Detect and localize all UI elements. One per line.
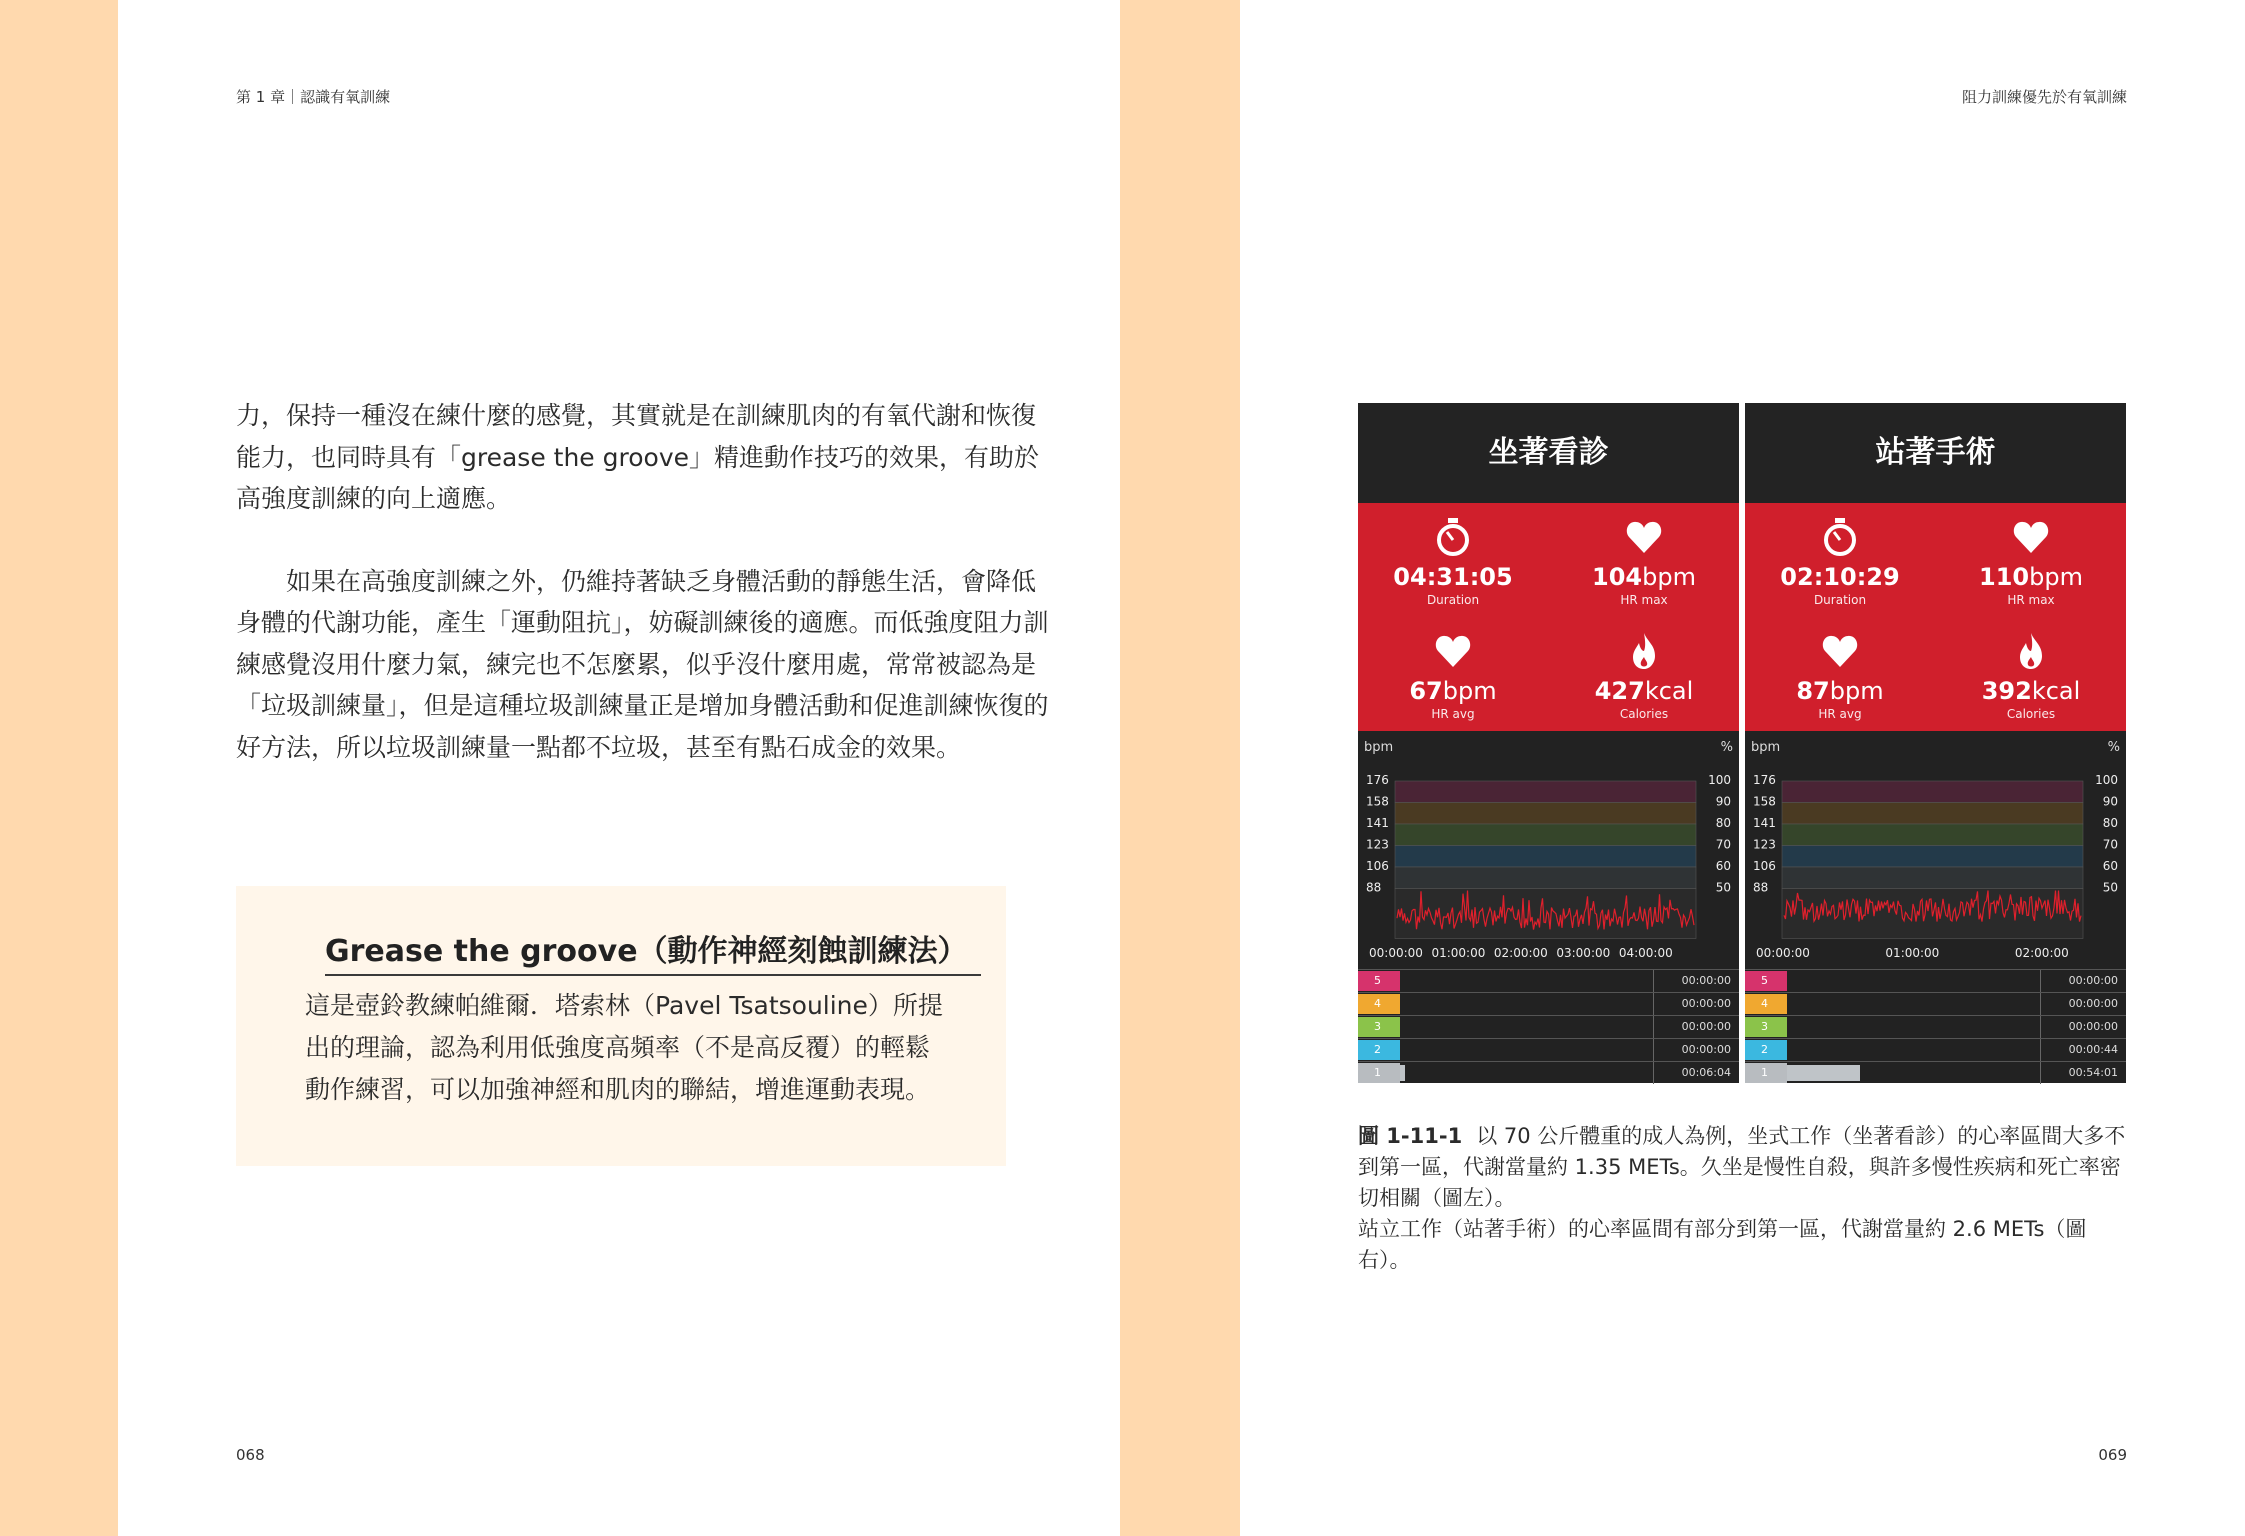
bpm-tick-label: 158 xyxy=(1366,794,1389,809)
zone-number: 4 xyxy=(1358,994,1400,1014)
hr-avg-number: 87 xyxy=(1796,677,1830,705)
bpm-tick-label: 158 xyxy=(1753,794,1776,809)
time-tick-label: 00:00:00 xyxy=(1756,946,1810,960)
stat-calories xyxy=(1549,631,1739,721)
hr-max-unit: bpm xyxy=(2029,563,2083,591)
stopwatch-icon xyxy=(1358,517,1548,557)
zone-time: 00:00:00 xyxy=(1681,1020,1731,1033)
zone-row xyxy=(1745,992,2126,1015)
zone-number: 2 xyxy=(1358,1040,1400,1060)
caption-line-2: 站立工作（站著手術）的心率區間有部分到第一區，代謝當量約 2.6 METs（圖右）。 xyxy=(1358,1217,2087,1272)
caption-text: 以 70 公斤體重的成人為例，坐式工作（坐著看診）的心率區間大多不到第一區，代謝當量約 1.35 METs。久坐是慢性自殺，與許多慢性疾病和死亡率密切相關（圖左）。 xyxy=(1358,1124,2126,1210)
percent-tick-label: 90 xyxy=(2102,794,2118,809)
heart-icon xyxy=(1549,517,1739,557)
duration-value: 02:10:29 xyxy=(1780,563,1900,591)
zone-time: 00:06:04 xyxy=(1681,1066,1731,1079)
folio-left: 068 xyxy=(236,1446,265,1464)
zone-divider xyxy=(2040,970,2041,992)
left-page xyxy=(118,0,1120,1536)
zone-time: 00:00:00 xyxy=(2068,997,2118,1010)
zone-row xyxy=(1358,992,1739,1015)
hr-avg-unit: bpm xyxy=(1442,677,1497,705)
body-text xyxy=(236,395,1056,768)
percent-tick-label: 70 xyxy=(1715,837,1731,852)
sidebar-title: Grease the groove（動作神經刻蝕訓練法） xyxy=(325,926,981,976)
figure-caption xyxy=(1358,1121,2128,1276)
time-tick-label: 02:00:00 xyxy=(1493,946,1548,960)
hr-avg-value xyxy=(1358,677,1548,705)
zone-divider xyxy=(1653,1062,1654,1084)
hr-avg-label: HR avg xyxy=(1818,707,1862,721)
percent-tick-label: 70 xyxy=(2102,837,2118,852)
time-tick-label: 02:00:00 xyxy=(2014,946,2069,960)
zone-time-bar xyxy=(1400,1065,1405,1081)
zone-divider xyxy=(2040,1039,2041,1061)
calories-number: 427 xyxy=(1594,677,1645,705)
calories-unit: kcal xyxy=(2031,677,2081,705)
zone-band xyxy=(1395,781,1696,803)
time-tick-label: 01:00:00 xyxy=(1885,946,1940,960)
hr-avg-number: 67 xyxy=(1409,677,1443,705)
sidebar-body: 這是壺鈴教練帕維爾．塔索林（Pavel Tsatsouline）所提出的理論，認為利用低強度高頻率（不是高反覆）的輕鬆動作練習，可以加強神經和肌肉的聯結，增進運動表現。 xyxy=(305,991,943,1104)
folio-right: 069 xyxy=(2098,1446,2127,1464)
heart-icon xyxy=(1936,517,2126,557)
calories-value xyxy=(1549,677,1739,705)
zone-number: 3 xyxy=(1745,1017,1787,1037)
hr-chart-svg xyxy=(1745,731,2126,969)
right-page xyxy=(1240,0,2245,1536)
zone-row xyxy=(1358,1015,1739,1038)
calories-value xyxy=(1936,677,2126,705)
percent-tick-label: 80 xyxy=(1715,816,1731,830)
axis-title-percent: % xyxy=(1720,740,1733,755)
percent-tick-label: 60 xyxy=(2102,859,2118,873)
zone-time: 00:00:44 xyxy=(2068,1043,2118,1056)
heart-icon xyxy=(1358,631,1548,671)
calories-number: 392 xyxy=(1981,677,2032,705)
zone-time-bar xyxy=(1787,1065,1860,1081)
axis-title-bpm: bpm xyxy=(1751,740,1781,755)
zone-divider xyxy=(2040,1062,2041,1084)
zone-divider xyxy=(1653,1039,1654,1061)
duration-value: 04:31:05 xyxy=(1393,563,1513,591)
stat-duration xyxy=(1358,517,1548,607)
zone-time: 00:00:00 xyxy=(2068,974,2118,987)
zone-time: 00:00:00 xyxy=(1681,1043,1731,1056)
zone-number: 2 xyxy=(1745,1040,1787,1060)
hr-chart xyxy=(1358,731,1739,969)
zone-number: 5 xyxy=(1745,971,1787,991)
calories-label: Calories xyxy=(1619,707,1669,721)
zone-divider xyxy=(2040,1016,2041,1038)
figure-heart-rate-comparison xyxy=(1358,403,2126,1083)
stat-duration xyxy=(1745,517,1935,607)
time-tick-label: 01:00:00 xyxy=(1431,946,1486,960)
sidebar-box xyxy=(236,886,1006,1166)
zone-divider xyxy=(1653,970,1654,992)
percent-tick-label: 60 xyxy=(1715,859,1731,873)
hr-max-label: HR max xyxy=(2007,593,2055,607)
zone-number: 3 xyxy=(1358,1017,1400,1037)
zone-row xyxy=(1358,1061,1739,1084)
bpm-tick-label: 123 xyxy=(1366,837,1389,852)
hr-max-value xyxy=(1936,563,2126,591)
stat-calories xyxy=(1936,631,2126,721)
zone-band xyxy=(1395,846,1696,868)
hr-max-label: HR max xyxy=(1620,593,1668,607)
zone-table xyxy=(1358,969,1739,1083)
zone-time: 00:54:01 xyxy=(2068,1066,2118,1079)
panel-title: 站著手術 xyxy=(1745,403,2126,503)
zone-time: 00:00:00 xyxy=(1681,997,1731,1010)
duration-label: Duration xyxy=(1813,593,1867,607)
stats-block xyxy=(1358,503,1739,731)
hr-max-number: 110 xyxy=(1979,563,2030,591)
hr-chart-svg xyxy=(1358,731,1739,969)
zone-band xyxy=(1782,824,2083,846)
zone-divider xyxy=(1653,1016,1654,1038)
zone-band xyxy=(1782,867,2083,889)
percent-tick-label: 90 xyxy=(1715,794,1731,809)
percent-tick-label: 100 xyxy=(2095,773,2118,787)
axis-title-bpm: bpm xyxy=(1364,740,1394,755)
bpm-tick-label: 106 xyxy=(1753,859,1776,873)
paragraph-1: 力，保持一種沒在練什麼的感覺，其實就是在訓練肌肉的有氧代謝和恢復能力，也同時具有「grease the groove」精進動作技巧的效果，有助於高強度訓練的向上適應。 xyxy=(236,401,1039,513)
percent-tick-label: 50 xyxy=(2102,880,2118,895)
zone-divider xyxy=(2040,993,2041,1015)
time-tick-label: 00:00:00 xyxy=(1369,946,1423,960)
bpm-tick-label: 176 xyxy=(1753,773,1776,787)
zone-time: 00:00:00 xyxy=(1681,974,1731,987)
hr-chart xyxy=(1745,731,2126,969)
hr-max-number: 104 xyxy=(1592,563,1643,591)
zone-band xyxy=(1782,781,2083,803)
hr-max-unit: bpm xyxy=(1642,563,1696,591)
bpm-tick-label: 88 xyxy=(1753,880,1769,895)
zone-divider xyxy=(1653,993,1654,1015)
hr-avg-unit: bpm xyxy=(1829,677,1884,705)
zone-row xyxy=(1745,1061,2126,1084)
stat-hr-max xyxy=(1549,517,1739,607)
running-head-right: 阻力訓練優先於有氧訓練 xyxy=(1961,88,2127,106)
hr-max-value xyxy=(1549,563,1739,591)
calories-label: Calories xyxy=(2006,707,2056,721)
figure-label: 圖 1-11-1 xyxy=(1358,1124,1463,1148)
bpm-tick-label: 88 xyxy=(1366,880,1382,895)
bpm-tick-label: 106 xyxy=(1366,859,1389,873)
percent-tick-label: 100 xyxy=(1708,773,1731,787)
duration-label: Duration xyxy=(1426,593,1480,607)
zone-band xyxy=(1395,803,1696,825)
heart-icon xyxy=(1745,631,1935,671)
zone-time: 00:00:00 xyxy=(2068,1020,2118,1033)
zone-row xyxy=(1745,1038,2126,1061)
time-tick-label: 04:00:00 xyxy=(1618,946,1673,960)
zone-number: 1 xyxy=(1745,1063,1787,1083)
zone-band xyxy=(1782,846,2083,868)
panel-sitting xyxy=(1358,403,1739,1083)
bpm-tick-label: 123 xyxy=(1753,837,1776,852)
flame-icon xyxy=(1549,631,1739,671)
caption-line-1 xyxy=(1358,1121,2128,1214)
stat-hr-avg xyxy=(1745,631,1935,721)
stats-block xyxy=(1745,503,2126,731)
bpm-tick-label: 141 xyxy=(1753,816,1776,830)
percent-tick-label: 80 xyxy=(2102,816,2118,830)
paragraph-2: 如果在高強度訓練之外，仍維持著缺乏身體活動的靜態生活，會降低身體的代謝功能，產生「運動阻抗」，妨礙訓練後的適應。而低強度阻力訓練感覺沒用什麼力氣，練完也不怎麼累，似乎沒什麼用處，常常被認為是「垃圾訓練量」，但是這種垃圾訓練量正是增加身體活動和促進訓練恢復的好方法，所以垃圾訓練量一點都不垃圾，甚至有點石成金的效果。 xyxy=(236,566,1049,762)
panel-standing xyxy=(1745,403,2126,1083)
zone-band xyxy=(1782,803,2083,825)
bpm-tick-label: 176 xyxy=(1366,773,1389,787)
panel-title: 坐著看診 xyxy=(1358,403,1739,503)
zone-table xyxy=(1745,969,2126,1083)
running-head-left: 第 1 章｜認識有氧訓練 xyxy=(236,88,391,106)
zone-number: 1 xyxy=(1358,1063,1400,1083)
time-tick-label: 03:00:00 xyxy=(1556,946,1611,960)
stat-hr-max xyxy=(1936,517,2126,607)
zone-band xyxy=(1395,824,1696,846)
zone-number: 5 xyxy=(1358,971,1400,991)
zone-number: 4 xyxy=(1745,994,1787,1014)
zone-band xyxy=(1395,867,1696,889)
stat-hr-avg xyxy=(1358,631,1548,721)
stopwatch-icon xyxy=(1745,517,1935,557)
hr-avg-value xyxy=(1745,677,1935,705)
percent-tick-label: 50 xyxy=(1715,880,1731,895)
zone-row xyxy=(1745,969,2126,992)
zone-row xyxy=(1745,1015,2126,1038)
flame-icon xyxy=(1936,631,2126,671)
zone-row xyxy=(1358,969,1739,992)
hr-avg-label: HR avg xyxy=(1431,707,1475,721)
bpm-tick-label: 141 xyxy=(1366,816,1389,830)
calories-unit: kcal xyxy=(1644,677,1694,705)
axis-title-percent: % xyxy=(2107,740,2120,755)
zone-row xyxy=(1358,1038,1739,1061)
